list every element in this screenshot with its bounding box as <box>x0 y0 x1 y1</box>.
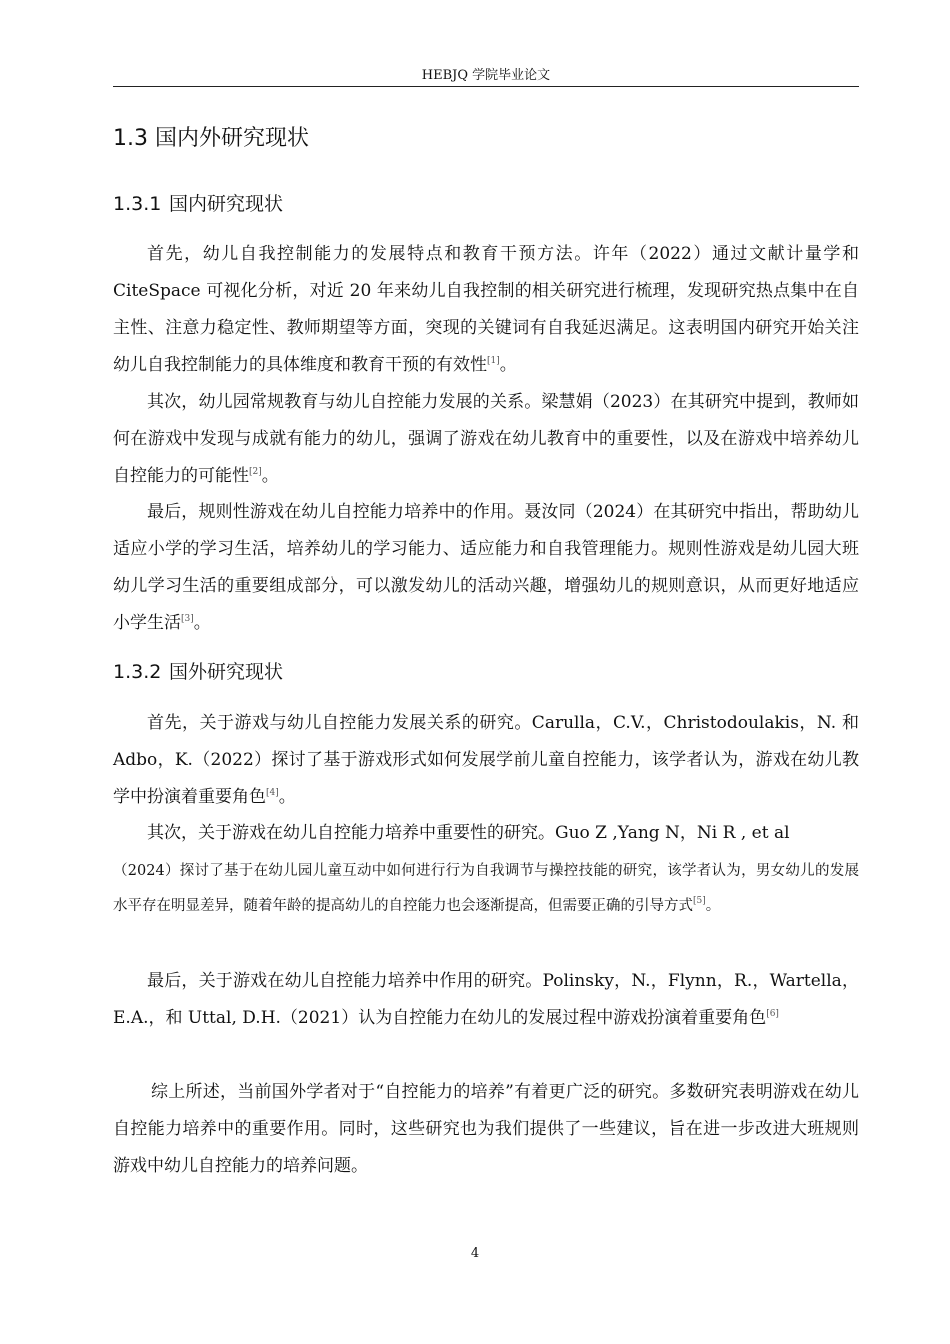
subsection-label: 国外研究现状 <box>169 661 284 683</box>
paragraph-end: 。 <box>261 466 279 486</box>
citation-ref[interactable]: [2] <box>249 467 262 477</box>
paragraph-foreign-3 <box>113 963 859 1037</box>
paragraph-text: 首先，关于游戏与幼儿自控能力发展关系的研究。Carulla，C.V.，Christodoulakis，N. 和 Adbo，K.（2022）探讨了基于游戏形式如何发展学前儿童自控能力，该学者认为，游戏在幼儿教学中扮演着重要角色 <box>113 713 859 807</box>
subsection-number: 1.3.2 <box>113 661 162 683</box>
header-divider <box>113 86 859 87</box>
subsection-label: 国内研究现状 <box>169 193 284 215</box>
paragraph-text: 最后，关于游戏在幼儿自控能力培养中作用的研究。Polinsky，N.，Flynn，R.，Wartella，E.A.，和 Uttal, D.H.（2021）认为自控能力在幼儿的发展过程中游戏扮演着重要角色 <box>113 971 859 1028</box>
paragraph-summary: 综上所述，当前国外学者对于“自控能力的培养”有着更广泛的研究。多数研究表明游戏在幼儿自控能力培养中的重要作用。同时，这些研究也为我们提供了一些建议，旨在进一步改进大班规则游戏中幼儿自控能力的培养问题。 <box>113 1082 859 1176</box>
paragraph-foreign-1 <box>113 705 859 816</box>
subsection-title-domestic <box>113 190 283 218</box>
paragraph-text: 其次，幼儿园常规教育与幼儿自控能力发展的关系。梁慧娟（2023）在其研究中提到，教师如何在游戏中发现与成就有能力的幼儿，强调了游戏在幼儿教育中的重要性，以及在游戏中培养幼儿自控能力的可能性 <box>113 392 859 486</box>
citation-ref[interactable]: [6] <box>766 1009 779 1019</box>
citation-ref[interactable]: [4] <box>266 788 279 798</box>
page-number: 4 <box>470 1246 480 1261</box>
citation-ref[interactable]: [5] <box>693 896 706 906</box>
subsection-number: 1.3.1 <box>113 193 162 215</box>
citation-ref[interactable]: [3] <box>181 614 194 624</box>
paragraph-end: 。 <box>705 898 721 914</box>
paragraph-text: （2024）探讨了基于在幼儿园儿童互动中如何进行行为自我调节与操控技能的研究，该学者认为，男女幼儿的发展水平存在明显差异，随着年龄的提高幼儿的自控能力也会逐渐提高，但需要正确的引导方式 <box>113 863 859 914</box>
section-title: 1.3 国内外研究现状 <box>113 126 309 151</box>
paragraph-domestic-2 <box>113 384 859 495</box>
page-header: HEBJQ 学院毕业论文 <box>421 68 551 83</box>
paragraph-domestic-1 <box>113 236 859 384</box>
paragraph-end: 。 <box>193 613 211 633</box>
paragraph-text: 首先，幼儿自我控制能力的发展特点和教育干预方法。许年（2022）通过文献计量学和 CiteSpace 可视化分析，对近 20 年来幼儿自我控制的相关研究进行梳理，发现研究热点集中在自主性、注意力稳定性、教师期望等方面，突现的关键词有自我延迟满足。这表明国内研究开始关注幼儿自我控制能力的具体维度和教育干预的有效性 <box>113 244 859 375</box>
paragraph-end: 。 <box>499 355 517 375</box>
paragraph-foreign-2 <box>113 854 859 924</box>
paragraph-end: 。 <box>278 787 296 807</box>
paragraph-text: 最后，规则性游戏在幼儿自控能力培养中的作用。聂汝同（2024）在其研究中指出，帮助幼儿适应小学的学习生活，培养幼儿的学习能力、适应能力和自我管理能力。规则性游戏是幼儿园大班幼儿学习生活的重要组成部分，可以激发幼儿的活动兴趣，增强幼儿的规则意识，从而更好地适应小学生活 <box>113 502 859 633</box>
paragraph-foreign-2-lead: 其次，关于游戏在幼儿自控能力培养中重要性的研究。Guo Z ,Yang N，Ni R , et al <box>147 823 790 843</box>
citation-ref[interactable]: [1] <box>487 356 500 366</box>
subsection-title-foreign <box>113 658 283 686</box>
paragraph-domestic-3 <box>113 494 859 642</box>
